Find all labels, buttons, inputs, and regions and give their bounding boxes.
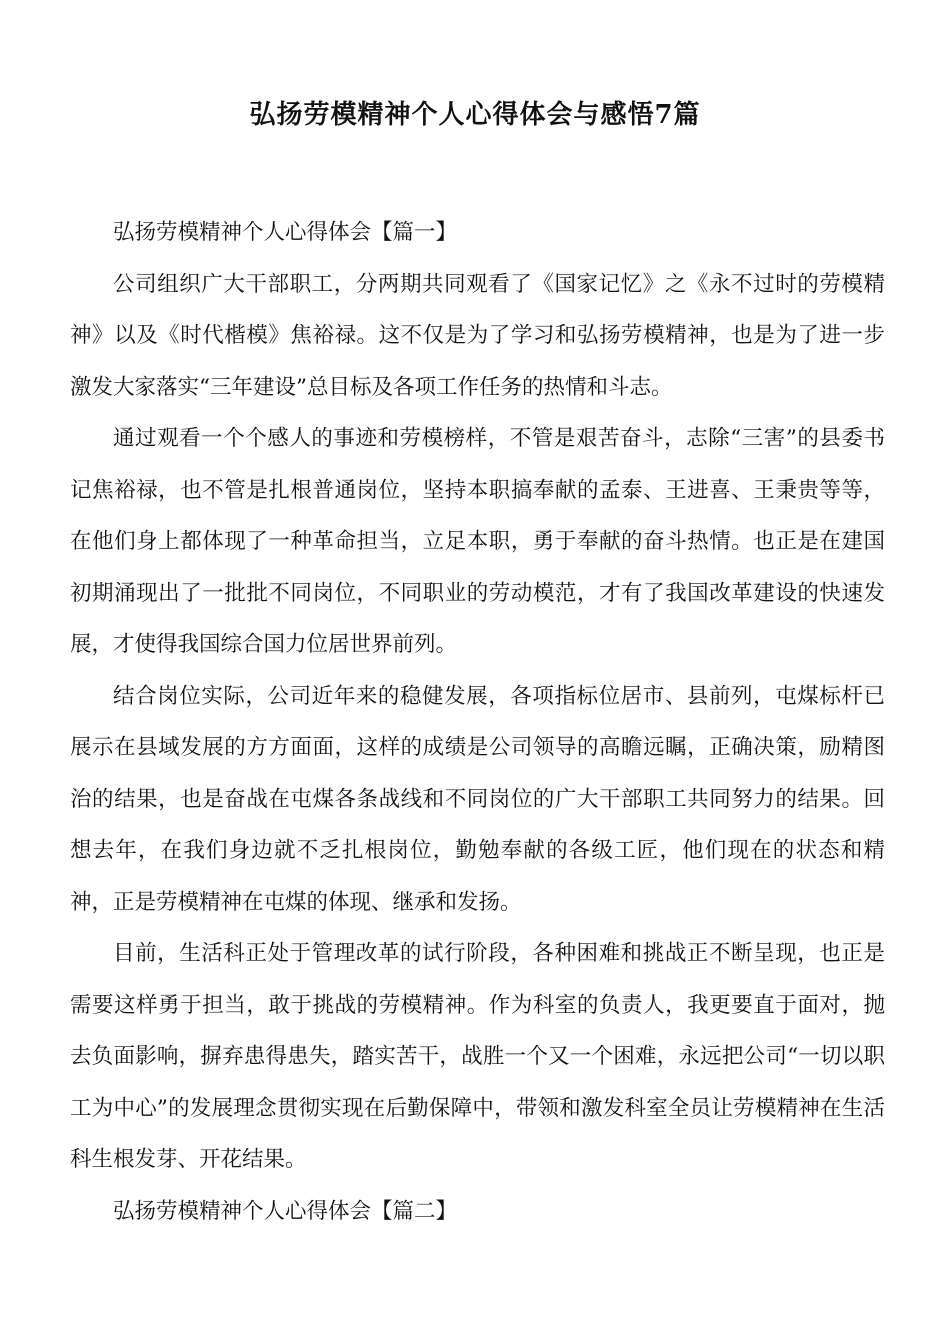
document-body — [70, 207, 885, 1237]
paragraph: 目前，生活科正处于管理改革的试行阶段，各种困难和挑战正不断呈现，也正是需要这样勇于担当，敢于挑战的劳模精神。作为科室的负责人，我更要直于面对，抛去负面影响，摒弃患得患失，踏实苦干，战胜一个又一个困难，永远把公司“一切以职工为中心”的发展理念贯彻实现在后勤保障中，带领和激发科室全员让劳模精神在生活科生根发芽、开花结果。 — [70, 941, 885, 1172]
document-title: 弘扬劳模精神个人心得体会与感悟7篇 — [249, 100, 701, 130]
paragraph: 通过观看一个个感人的事迹和劳模榜样，不管是艰苦奋斗，志除“三害”的县委书记焦裕禄，也不管是扎根普通岗位，坚持本职搞奉献的孟泰、王进喜、王秉贵等等，在他们身上都体现了一种革命担当，立足本职，勇于奉献的奋斗热情。也正是在建国初期涌现出了一批批不同岗位，不同职业的劳动模范，才有了我国改革建设的快速发展，才使得我国综合国力位居世界前列。 — [70, 426, 885, 657]
section-heading-1: 弘扬劳模精神个人心得体会【篇一】 — [113, 220, 458, 245]
section-heading-2: 弘扬劳模精神个人心得体会【篇二】 — [113, 1198, 458, 1224]
paragraph: 结合岗位实际，公司近年来的稳健发展，各项指标位居市、县前列，屯煤标杆已展示在县域发展的方方面面，这样的成绩是公司领导的高瞻远瞩，正确决策，励精图治的结果，也是奋战在屯煤各条战线和不同岗位的广大干部职工共同努力的结果。回想去年，在我们身边就不乏扎根岗位，勤勉奉献的各级工匠，他们现在的状态和精神，正是劳模精神在屯煤的体现、继承和发扬。 — [70, 683, 885, 915]
paragraph: 公司组织广大干部职工，分两期共同观看了《国家记忆》之《永不过时的劳模精神》以及《时代楷模》焦裕禄。这不仅是为了学习和弘扬劳模精神，也是为了进一步激发大家落实“三年建设”总目标及各项工作任务的热情和斗志。 — [70, 271, 885, 400]
